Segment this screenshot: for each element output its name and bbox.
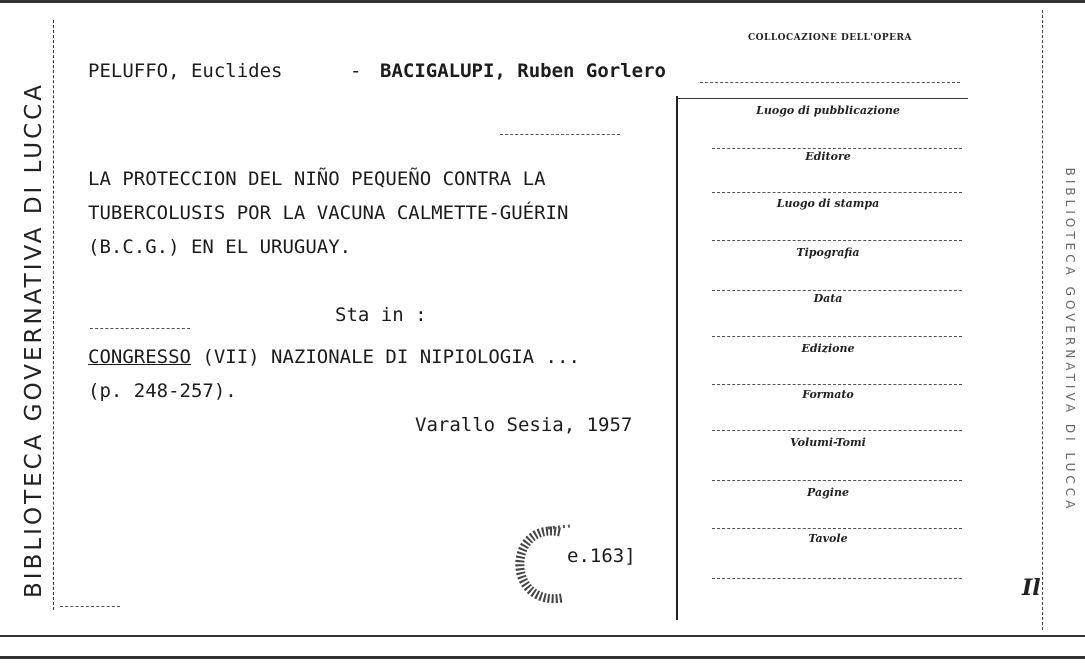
card-rule xyxy=(90,328,190,329)
author-2: BACIGALUPI, Ruben Gorlero xyxy=(380,60,666,82)
field-tipografia: Tipografia xyxy=(796,246,860,259)
bottom-rule xyxy=(0,656,1085,659)
field-editore: Editore xyxy=(805,150,851,163)
sidebar-divider xyxy=(53,20,54,610)
card-rule xyxy=(60,606,120,607)
field-tavole: Tavole xyxy=(808,532,848,545)
title-line: TUBERCOLUSIS POR LA VACUNA CALMETTE-GUÉRIN xyxy=(88,202,569,224)
field-line xyxy=(712,148,962,149)
handwritten-marginalia: Il xyxy=(1022,575,1041,601)
field-data: Data xyxy=(813,292,843,305)
field-volumi-tomi: Volumi-Tomi xyxy=(790,436,866,449)
author-separator: - xyxy=(350,60,362,82)
field-line xyxy=(712,336,962,337)
field-luogo-stampa: Luogo di stampa xyxy=(776,197,880,210)
source-pages: (p. 248-257). xyxy=(88,380,237,402)
field-line xyxy=(712,430,962,431)
library-sidebar-stamp: BIBLIOTECA GOVERNATIVA DI LUCCA xyxy=(21,82,47,598)
title-line: (B.C.G.) EN EL URUGUAY. xyxy=(88,236,352,258)
title-block xyxy=(88,162,568,264)
source-rest: (VII) NAZIONALE DI NIPIOLOGIA ... xyxy=(190,346,580,368)
author-1: PELUFFO, Euclides xyxy=(88,60,283,82)
right-edge-line xyxy=(1042,10,1043,630)
form-top-line xyxy=(700,82,960,83)
source-title: CONGRESSO xyxy=(88,346,191,368)
field-luogo-pubblicazione: Luogo di pubblicazione xyxy=(756,104,900,117)
form-header: COLLOCAZIONE DELL'OPERA xyxy=(748,33,912,43)
place-year: Varallo Sesia, 1957 xyxy=(415,414,633,436)
field-formato: Formato xyxy=(802,388,854,401)
field-pagine: Pagine xyxy=(807,486,849,499)
right-edge-stamp: BIBLIOTECA GOVERNATIVA DI LUCCA xyxy=(1063,167,1077,513)
field-line xyxy=(712,384,962,385)
card-rule xyxy=(500,134,620,135)
title-line: LA PROTECCION DEL NIÑO PEQUEÑO CONTRA LA xyxy=(88,168,546,190)
field-line xyxy=(712,528,962,529)
field-line xyxy=(712,290,962,291)
field-line xyxy=(712,480,962,481)
top-border xyxy=(0,0,1085,3)
sta-in-label: Sta in : xyxy=(335,304,427,326)
form-top-rule xyxy=(678,98,968,99)
field-line xyxy=(712,240,962,241)
field-line xyxy=(712,578,962,579)
shelfmark: e.163] xyxy=(567,545,636,567)
source-line xyxy=(88,346,580,368)
bottom-rule xyxy=(0,635,1085,637)
field-line xyxy=(712,192,962,193)
field-edizione: Edizione xyxy=(801,342,855,355)
